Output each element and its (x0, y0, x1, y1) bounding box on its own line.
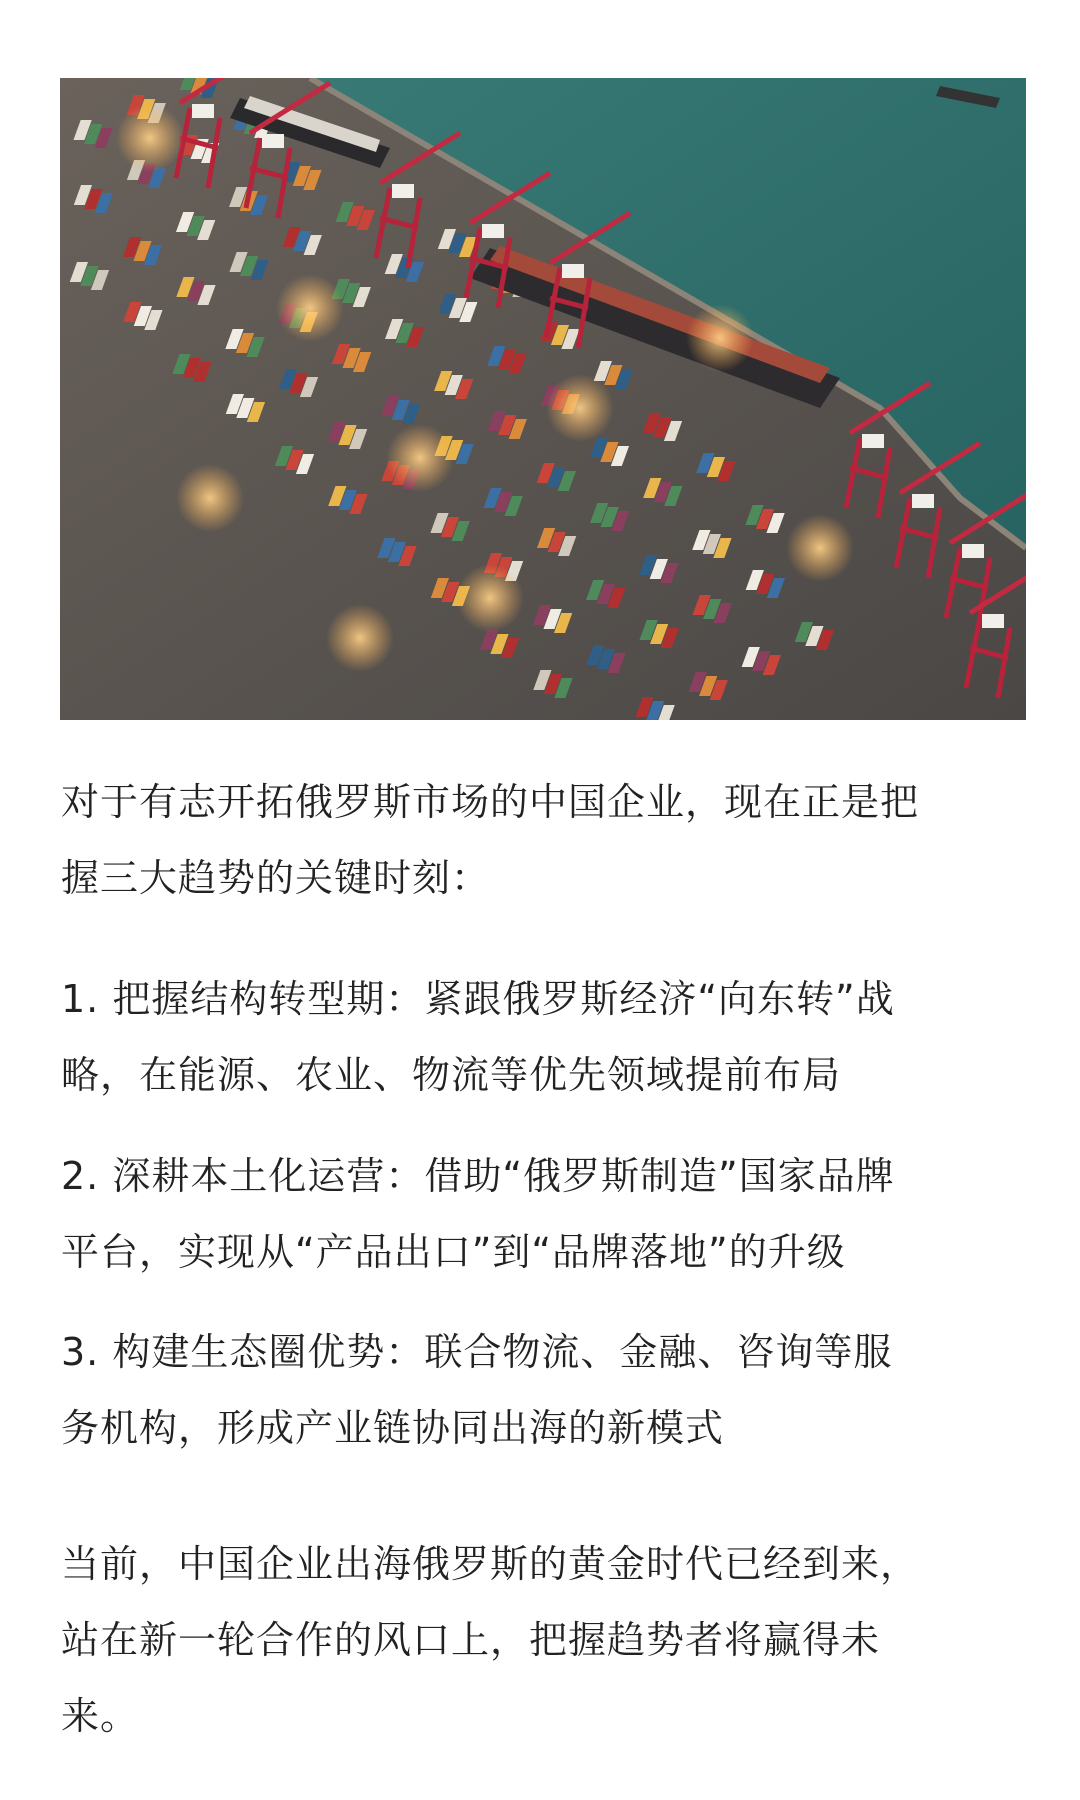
trend-line: 3. 构建生态圈优势：联合物流、金融、咨询等服 (61, 1330, 893, 1374)
light-glow (546, 374, 614, 442)
port-aerial-photo (60, 78, 1026, 720)
light-glow (686, 304, 754, 372)
conclusion-paragraph (61, 1526, 1027, 1754)
light-glow (456, 564, 524, 632)
light-glow (276, 274, 344, 342)
trend-line: 略，在能源、农业、物流等优先领域提前布局 (61, 1053, 842, 1097)
light-glow (176, 464, 244, 532)
trend-item-1 (61, 961, 1027, 1113)
light-glow (386, 424, 454, 492)
conclusion-line: 来。 (61, 1694, 140, 1738)
light-glow (786, 514, 854, 582)
trend-item-2 (61, 1138, 1027, 1290)
port-illustration (60, 78, 1026, 720)
trend-line: 务机构，形成产业链协同出海的新模式 (61, 1406, 725, 1450)
intro-paragraph (61, 764, 1027, 916)
conclusion-line: 站在新一轮合作的风口上，把握趋势者将赢得未 (61, 1618, 881, 1662)
intro-line: 握三大趋势的关键时刻： (61, 856, 491, 900)
light-glow (116, 104, 184, 172)
trend-line: 1. 把握结构转型期：紧跟俄罗斯经济“向东转”战 (61, 977, 895, 1021)
trend-item-3 (61, 1314, 1027, 1466)
conclusion-line: 当前，中国企业出海俄罗斯的黄金时代已经到来， (61, 1542, 920, 1586)
trend-line: 2. 深耕本土化运营：借助“俄罗斯制造”国家品牌 (61, 1154, 895, 1198)
light-glow (326, 604, 394, 672)
intro-line: 对于有志开拓俄罗斯市场的中国企业，现在正是把 (61, 780, 920, 824)
trend-line: 平台，实现从“产品出口”到“品牌落地”的升级 (61, 1230, 846, 1274)
